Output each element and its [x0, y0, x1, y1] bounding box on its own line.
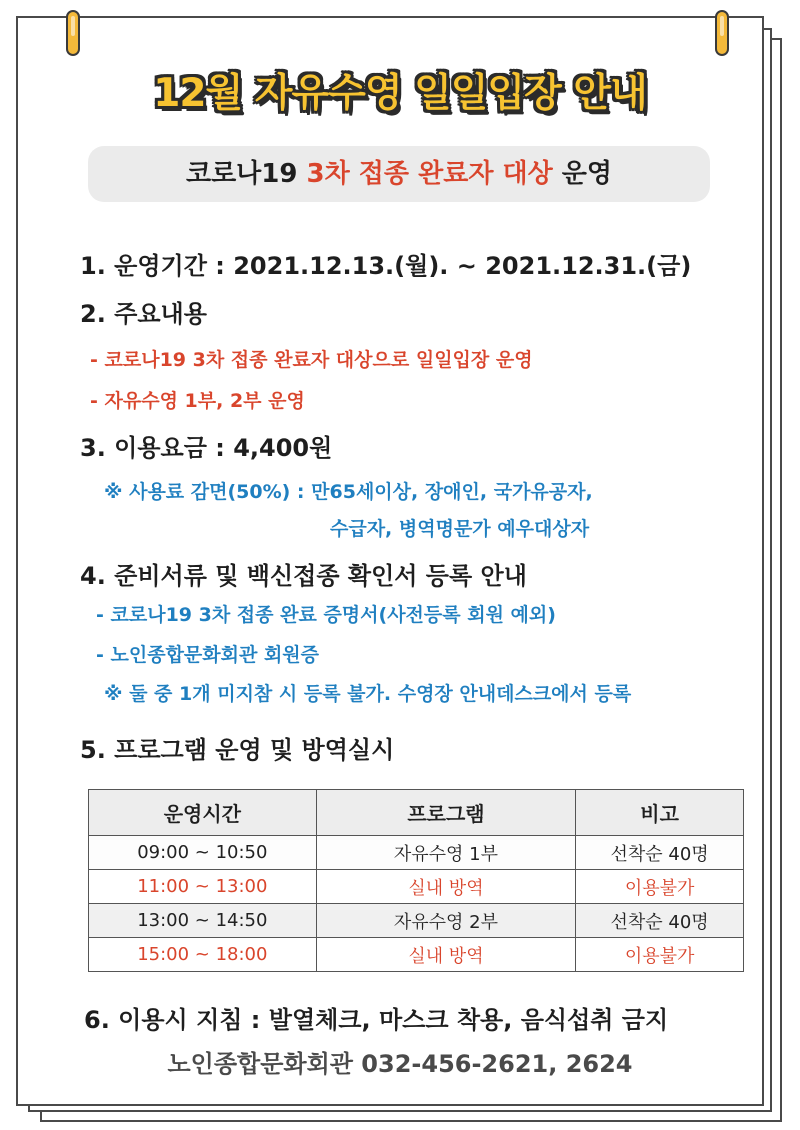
- table-header-row: [89, 790, 744, 836]
- subtitle-suffix: 운영: [552, 159, 613, 189]
- table-cell: 이용불가: [576, 938, 744, 972]
- table-cell: 선착순 40명: [576, 904, 744, 938]
- table-cell: 선착순 40명: [576, 836, 744, 870]
- table-row: [89, 938, 744, 972]
- right-pin-icon: [715, 10, 729, 56]
- table-cell: 자유수영 1부: [316, 836, 576, 870]
- subtitle-banner: [88, 146, 710, 202]
- program-heading: 5. 프로그램 운영 및 방역실시: [80, 736, 395, 764]
- period-heading: 1. 운영기간 : 2021.12.13.(월). ~ 2021.12.31.(금): [80, 252, 692, 280]
- table-cell: 자유수영 2부: [316, 904, 576, 938]
- table-cell: 09:00 ~ 10:50: [89, 836, 317, 870]
- table-cell: 13:00 ~ 14:50: [89, 904, 317, 938]
- fee-heading: 3. 이용요금 : 4,400원: [80, 434, 333, 462]
- table-cell: 실내 방역: [316, 938, 576, 972]
- table-cell: 이용불가: [576, 870, 744, 904]
- table-header: 운영시간: [89, 790, 317, 836]
- table-row: [89, 836, 744, 870]
- docs-item: - 코로나19 3차 접종 완료 증명서(사전등록 회원 예외): [96, 604, 556, 626]
- table-row: [89, 870, 744, 904]
- table-header: 비고: [576, 790, 744, 836]
- docs-note: ※ 둘 중 1개 미지참 시 등록 불가. 수영장 안내데스크에서 등록: [104, 683, 632, 705]
- footer-contact: 노인종합문화회관 032-456-2621, 2624: [167, 1050, 633, 1078]
- left-pin-icon: [66, 10, 80, 56]
- guidelines-heading: 6. 이용시 지침 : 발열체크, 마스크 착용, 음식섭취 금지: [84, 1006, 669, 1034]
- content-item: - 코로나19 3차 접종 완료자 대상으로 일일입장 운영: [90, 349, 533, 371]
- subtitle-prefix: 코로나19: [185, 159, 307, 189]
- table-cell: 실내 방역: [316, 870, 576, 904]
- table-row: [89, 904, 744, 938]
- page-title: 12월 자유수영 일일입장 안내: [153, 71, 647, 116]
- content-item: - 자유수영 1부, 2부 운영: [90, 390, 305, 412]
- table-cell: 15:00 ~ 18:00: [89, 938, 317, 972]
- docs-item: - 노인종합문화회관 회원증: [96, 644, 320, 666]
- subtitle-highlight: 3차 접종 완료자 대상: [306, 159, 553, 189]
- table-header: 프로그램: [316, 790, 576, 836]
- content-heading: 2. 주요내용: [80, 300, 207, 328]
- discount-line: ※ 사용료 감면(50%) : 만65세이상, 장애인, 국가유공자,: [104, 481, 593, 503]
- schedule-table: [88, 789, 744, 972]
- docs-heading: 4. 준비서류 및 백신접종 확인서 등록 안내: [80, 562, 527, 590]
- discount-line: 수급자, 병역명문가 예우대상자: [330, 518, 590, 540]
- table-cell: 11:00 ~ 13:00: [89, 870, 317, 904]
